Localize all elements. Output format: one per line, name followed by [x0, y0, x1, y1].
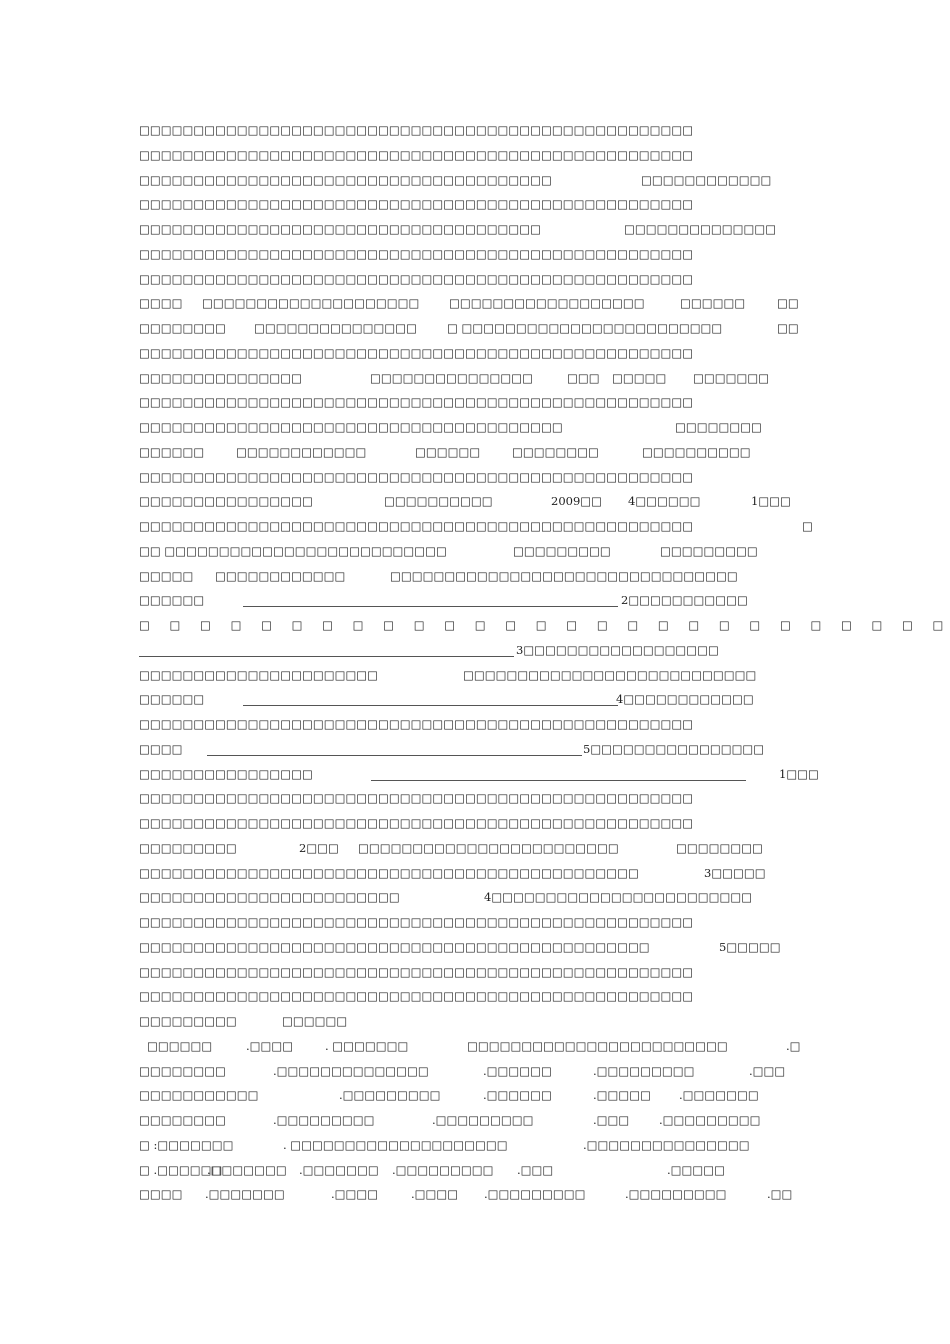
text-line [0, 320, 950, 344]
text-segment: □□□□□□□□□□□□□□ [624, 222, 777, 236]
text-segment: 5□□□□□□□□□□□□□□□□ [583, 741, 765, 756]
text-segment: □□□□□□□□□□□□□□□□□□□□□□□□□□□□□□□□□□□□□□□□□□□□□□ [139, 865, 639, 880]
text-segment: 1□□□ [751, 494, 791, 509]
text-line [0, 493, 950, 517]
text-segment: □□□□□□□□□□□□□□□□□□□□□□□□□□□□□□□□□□□□□□□□□□□□□□□□□□□ [139, 469, 694, 484]
text-segment: □□□□ [139, 741, 183, 756]
text-segment: □□□□□□ [282, 1014, 348, 1028]
text-segment: 5□□□□□ [719, 939, 781, 954]
text-segment: □□□□□□□□□□□□□□□ [370, 370, 533, 385]
text-segment: □□□□ [139, 296, 183, 311]
text-segment: □□□□□□□□ [512, 444, 599, 459]
text-segment: □□□□□□□□□□ [642, 444, 751, 459]
text-segment: □□□□□□□□□ [660, 543, 758, 558]
text-segment: □ □□□□□□□□□□□□□□□□□□□□□□□□ [447, 321, 723, 335]
text-segment: □□ □□□□□□□□□□□□□□□□□□□□□□□□□□ [139, 543, 447, 558]
text-segment: □□□□□□ [147, 1038, 213, 1053]
text-segment: □□□□□□□□□□ [384, 494, 493, 509]
text-segment: □□□□□□□□□□□ [139, 1088, 259, 1103]
text-segment: 2□□□□□□□□□□□ [621, 593, 748, 608]
text-segment: □□□□□□□□□□□□□□□□□□□□□□□□□□□□□□□□□□□□□□□□□□□□□□□□□□□ [139, 271, 694, 286]
text-line [0, 790, 950, 814]
text-segment: □□□□□□□□□ [139, 840, 237, 855]
fill-in-blank [243, 705, 618, 706]
text-segment: .□□□ [593, 1113, 630, 1127]
text-segment: □□□□□□□□□□□□ [236, 444, 367, 459]
text-line [0, 469, 950, 493]
text-line [0, 568, 950, 592]
text-segment: □ .□□□□□□ [139, 1162, 223, 1177]
text-segment: □□□□□□□□□□□□□□□□□□ [449, 296, 645, 311]
text-segment: □□□□□□ [680, 296, 746, 311]
text-segment: .□□□□ [411, 1187, 459, 1202]
text-segment: □□□□□□□□□□□□□□□□□□□□ [202, 296, 420, 311]
text-segment: □□□□□□□□□□□□□□□□□□□□□□□□□□□□□□□□□□□□□□□□□□□□□□□□□□□ [139, 345, 694, 360]
text-segment: □□□□□□□□□ [513, 543, 611, 558]
text-line [0, 642, 950, 666]
text-segment: □□□□□□ [139, 692, 205, 707]
text-line [0, 370, 950, 394]
text-segment: □□□□□□□□□□□□□□□□□□□□□□□□□□□□□□□□□□□□□□□□□□□□□□□□□□□ [139, 197, 694, 212]
text-segment: □ [802, 519, 813, 533]
fill-in-blank [243, 606, 618, 607]
text-segment: .□□□□□ [593, 1088, 651, 1103]
text-line [0, 1013, 950, 1037]
text-line [0, 295, 950, 319]
text-segment: 3□□□□□□□□□□□□□□□□□□ [516, 642, 719, 657]
text-segment: .□□ [767, 1187, 793, 1202]
fill-in-blank [207, 755, 582, 756]
text-segment: 4□□□□□□□□□□□□ [616, 692, 754, 707]
text-line [0, 741, 950, 765]
text-segment: □□□□□□□□ [676, 840, 763, 855]
text-line [0, 172, 950, 196]
text-line [0, 617, 950, 641]
text-segment: □□□□□□□□□□□□□□□□□□□□□□□□□□□□□□□□□□□□□□□□□□□□□□□□□□□ [139, 791, 694, 806]
text-line [0, 766, 950, 790]
text-segment: □□ [777, 321, 799, 335]
text-line [0, 889, 950, 913]
text-line [0, 394, 950, 418]
text-segment: .□□□□ [246, 1038, 294, 1053]
text-line [0, 1186, 950, 1210]
text-segment: .□□□□□□□□□□□□□□ [273, 1063, 429, 1078]
text-segment: □□□□□□□□□□□□□□□□□□□□□□□□□□□□□□□□□□□□□□□□□□□□□□□□□□□ [139, 989, 694, 1004]
text-segment: .□□□□□□□□□ [273, 1113, 375, 1127]
text-segment: □□□□ [139, 1187, 183, 1202]
text-segment: □□□□□□□□□□□□□□□□□□□□□□□□□□□□□□□□□□□□□□□□□□□□□□□□□□□ [139, 717, 694, 731]
text-segment: .□□□ [517, 1162, 554, 1177]
text-line [0, 1087, 950, 1111]
text-segment: .□□□□□□□□□ [432, 1113, 534, 1127]
text-segment: □□□□□□□□□□□□□□□□□□□□□□ [139, 667, 379, 682]
text-line [0, 667, 950, 691]
text-line [0, 865, 950, 889]
text-segment: .□□□□□□□□□ [659, 1113, 761, 1127]
text-line [0, 543, 950, 567]
text-segment: 4□□□□□□□□□□□□□□□□□□□□□□□□ [484, 890, 753, 905]
text-segment: . □□□□□□□□□□□□□□□□□□□□ [283, 1137, 508, 1152]
text-line [0, 1112, 950, 1136]
text-segment: .□ [786, 1038, 801, 1053]
text-segment: □□□□□□□□□□□□□□□□□□□□□□□□□□□□□□□□□□□□□□□□□□□□□□□ [139, 939, 650, 954]
text-line [0, 1137, 950, 1161]
text-segment: □□□□□□ [139, 593, 205, 608]
text-segment: . □□□□□□□ [325, 1038, 409, 1053]
text-segment: □□□□□ [139, 568, 194, 583]
text-segment: .□□□□□□□□□ [484, 1187, 586, 1202]
text-segment: □□□□□□□□□□□□□□□□□□□□□□□□□□□□□□□□□□□□□□□□□□□□□□□□□□□ [139, 246, 694, 261]
text-line [0, 914, 950, 938]
text-segment: □□□□□□□□□□□□ [215, 568, 346, 583]
text-segment: □□□□□□□□□□□□□□□□□□□□□□□□□□□□□□□□□□□□□□□□□□□□□□□□□□□ [139, 816, 694, 830]
text-segment: □□□□□□ [415, 444, 481, 459]
text-line [0, 815, 950, 839]
text-line [0, 691, 950, 715]
text-line [0, 444, 950, 468]
text-segment: □□□□□□□□□□□□ [641, 172, 772, 187]
text-segment: 4□□□□□□ [628, 494, 701, 509]
text-line [0, 518, 950, 542]
text-segment: □□□□□□□□□□□□□□□□□□□□□□□□□□□□□□□□□□□□□□□□□□□□□□□□□□□ [139, 519, 694, 533]
text-segment: □□□□□□□□□□□□□□□□□□□□□□□□ [358, 840, 619, 855]
text-segment: □ :□□□□□□□ [139, 1137, 234, 1152]
text-segment: □□□□□□□□□□□□□□□□□□□□□□□□ [467, 1038, 728, 1053]
text-line [0, 271, 950, 295]
text-line [0, 592, 950, 616]
text-segment: □□□□□□□□□□□□□□□ [139, 370, 302, 385]
text-segment: 2□□□ [299, 840, 339, 855]
text-segment: □ □ □ □ □ □ □ □ □ □ □ □ □ □ □ □ □ □ □ □ □ □ □ □ □ □ □ [139, 618, 945, 632]
text-line [0, 1063, 950, 1087]
text-segment: □□ [777, 296, 799, 311]
text-segment: □□□□□□ [139, 444, 205, 459]
text-segment: .□□□□□□□□□ [593, 1063, 695, 1078]
text-segment: .□□□ [749, 1063, 786, 1078]
text-segment: .□□□□□□ [483, 1063, 552, 1078]
text-segment: □□□□□□□ [693, 370, 770, 385]
text-segment: □□□□□□□□□□□□□□□□□□□□□□□□□□□□□□□□ [390, 568, 738, 583]
text-segment: □□□□□□□□□□□□□□□□ [139, 766, 313, 781]
text-segment: □□□□□□□□□□□□□□□□□□□□□□□□□□□□□□□□□□□□□□ [139, 172, 552, 187]
text-segment: □□□□□□□□□ [139, 1014, 237, 1028]
text-segment: .□□□□□ [667, 1162, 725, 1177]
text-line [0, 988, 950, 1012]
text-line [0, 419, 950, 443]
text-segment: □□□□□□□□□□□□□□□ [254, 321, 417, 335]
text-segment: .□□□□□□□ [299, 1162, 379, 1177]
text-segment: □□□□□□□□□□□□□□□□□□□□□□□□□□□□□□□□□□□□□□□□□□□□□□□□□□□ [139, 964, 694, 979]
text-segment: .□□□□□□□ [205, 1187, 285, 1202]
text-segment: □□□□□□□□□□□□□□□□□□□□□□□□□□□ [463, 667, 757, 682]
text-segment: □□□□□□□□□□□□□□□□□□□□□□□□ [139, 890, 400, 905]
text-line [0, 246, 950, 270]
text-segment: □□□□□□□□□□□□□□□□□□□□□□□□□□□□□□□□□□□□□□□□□□□□□□□□□□□ [139, 147, 694, 162]
text-segment: 1□□□ [779, 766, 819, 781]
text-segment: □□□□□□□□□□□□□□□□□□□□□□□□□□□□□□□□□□□□□ [139, 222, 542, 236]
text-segment: .□□□□ [331, 1187, 379, 1202]
text-segment: .□□□□□□□□□ [625, 1187, 727, 1202]
text-segment: .□□□□□□□ [207, 1162, 287, 1177]
fill-in-blank [371, 780, 746, 781]
text-segment: □□□□□□□□ [139, 321, 226, 335]
text-line [0, 939, 950, 963]
text-segment: 2009□□ [551, 494, 602, 509]
text-segment: .□□□□□□□ [679, 1088, 759, 1103]
text-segment: 3□□□□□ [704, 865, 766, 880]
text-segment: □□□□□□□□□□□□□□□□ [139, 494, 313, 509]
text-segment: .□□□□□□□□□ [392, 1162, 494, 1177]
text-segment: .□□□□□□□□□□□□□□□ [583, 1137, 750, 1152]
text-segment: □□□□□□□□□□□□□□□□□□□□□□□□□□□□□□□□□□□□□□□ [139, 420, 563, 434]
text-line [0, 122, 950, 146]
text-segment: □□□□□ [612, 370, 667, 385]
text-segment: .□□□□□□ [483, 1088, 552, 1103]
text-line [0, 1162, 950, 1186]
text-line [0, 196, 950, 220]
text-segment: □□□□□□□□ [139, 1063, 226, 1078]
text-segment: □□□□□□□□□□□□□□□□□□□□□□□□□□□□□□□□□□□□□□□□□□□□□□□□□□□ [139, 915, 694, 929]
text-line [0, 840, 950, 864]
text-line [0, 716, 950, 740]
text-segment: □□□□□□□□ [139, 1113, 226, 1127]
text-segment: □□□ [567, 370, 600, 385]
fill-in-blank [139, 656, 514, 657]
text-line [0, 964, 950, 988]
text-segment: .□□□□□□□□□ [339, 1088, 441, 1103]
text-segment: □□□□□□□□ [675, 420, 762, 434]
text-segment: □□□□□□□□□□□□□□□□□□□□□□□□□□□□□□□□□□□□□□□□□□□□□□□□□□□ [139, 123, 694, 137]
text-line [0, 345, 950, 369]
text-line [0, 147, 950, 171]
text-line [0, 221, 950, 245]
text-line [0, 1038, 950, 1062]
text-segment: □□□□□□□□□□□□□□□□□□□□□□□□□□□□□□□□□□□□□□□□□□□□□□□□□□□ [139, 395, 694, 410]
